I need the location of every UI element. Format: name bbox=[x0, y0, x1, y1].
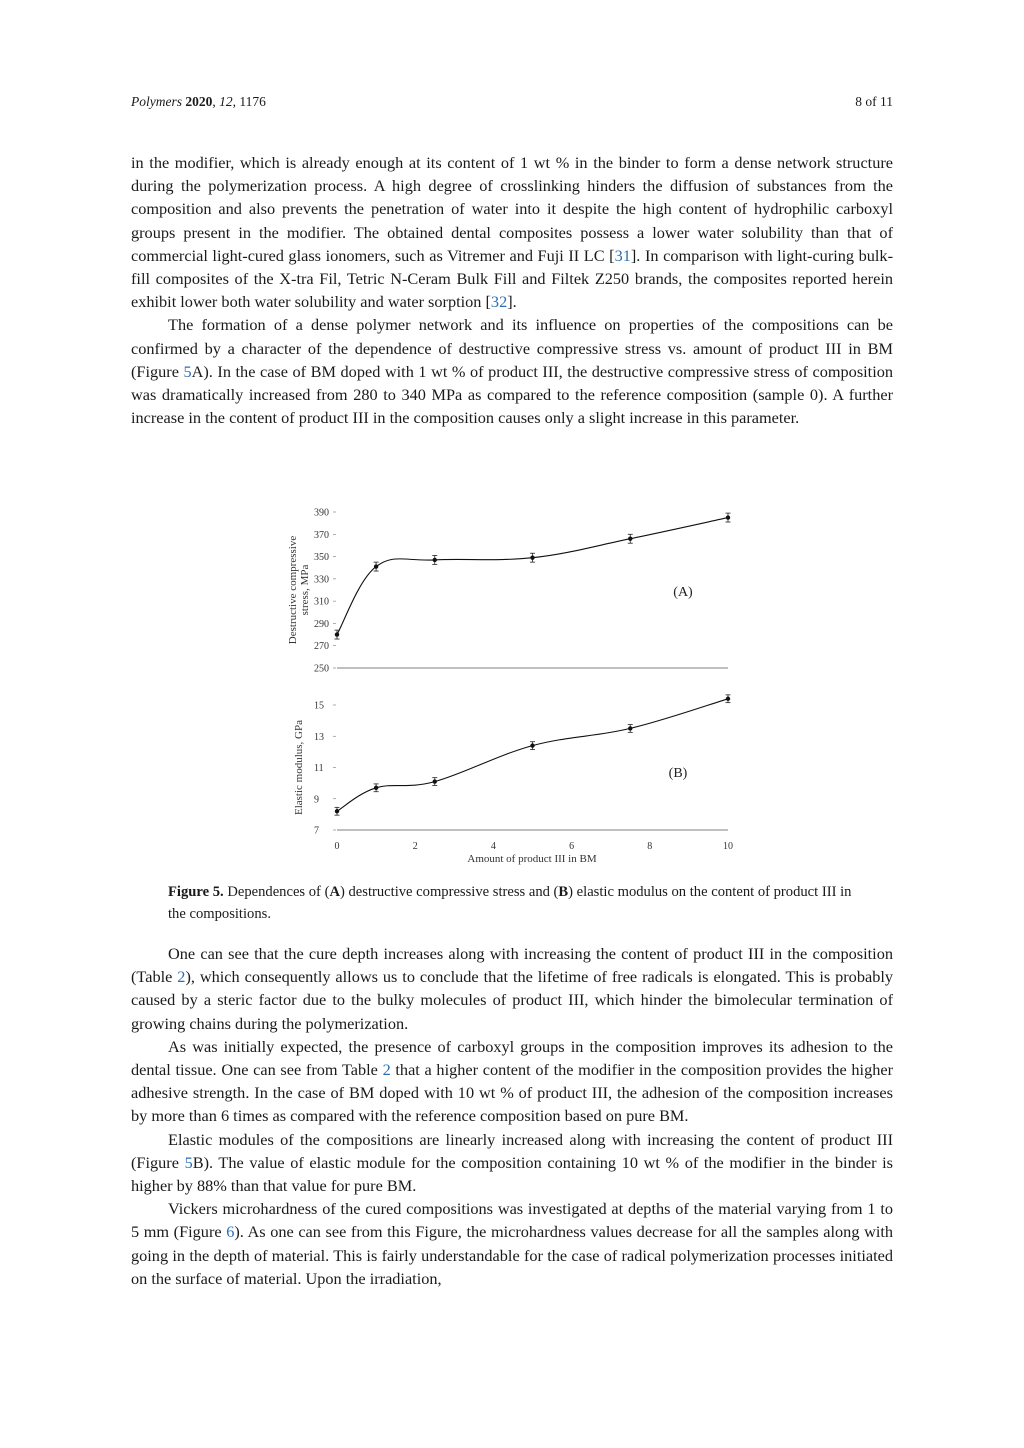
article-number: 1176 bbox=[239, 94, 266, 109]
y-tick-label: 270 bbox=[314, 641, 329, 653]
journal-year: 2020 bbox=[185, 94, 213, 109]
reference-link[interactable]: 2 bbox=[177, 967, 186, 987]
reference-link[interactable]: 6 bbox=[226, 1222, 235, 1242]
series-line bbox=[337, 699, 728, 811]
text-run: in the modifier, which is already enough at its content of 1 wt % in the binder to form a dense network structure during the polymerization process. A high degree of crosslinking hinders the diffusion of substances from the composition and also prevents the penetration of water into it despite the high content of hydrophilic carboxyl groups present in the modifier. The obtained dental composites possess a lower water solubility than that of commercial light-cured glass ionomers, such as Vitremer and Fuji II LC [ bbox=[131, 153, 893, 265]
data-point bbox=[726, 697, 730, 701]
data-point bbox=[628, 726, 632, 730]
figure-caption bbox=[168, 881, 868, 925]
text-run: A). In the case of BM doped with 1 wt % of product III, the destructive compressive stress of composition was dramatically increased from 280 to 340 MPa as compared to the reference composition (sample 0). A further increase in the content of product III in the composition causes only a slight increase in this parameter. bbox=[131, 361, 894, 428]
y-axis-label: stress, MPa bbox=[299, 564, 311, 616]
text-run: B). The value of elastic module for the composition containing 10 wt % of the modifier in the binder is higher by 88% than that value for pure BM. bbox=[131, 1152, 893, 1196]
paragraph bbox=[131, 1197, 893, 1290]
reference-link[interactable]: 2 bbox=[382, 1060, 391, 1080]
journal-name: Polymers bbox=[131, 94, 182, 109]
text-run: Elastic modules of the compositions are linearly increased along with increasing the content of product III (Figure bbox=[131, 1129, 893, 1172]
reference-link[interactable]: 32 bbox=[490, 292, 508, 312]
data-point bbox=[726, 515, 730, 519]
panel-label: (B) bbox=[668, 766, 688, 781]
text-run: One can see that the cure depth increases along with increasing the content of product III in the composition (Table bbox=[131, 944, 893, 987]
paragraph bbox=[131, 313, 893, 429]
paragraph bbox=[131, 151, 893, 313]
figure-5-chart bbox=[280, 500, 740, 872]
y-tick-label: 9 bbox=[314, 794, 319, 806]
x-tick-label: 2 bbox=[412, 841, 418, 852]
y-tick-label: 250 bbox=[314, 663, 329, 675]
text-run: ). As one can see from this Figure, the microhardness values decrease for all the samples along with going in the depth of material. This is fairly understandable for the case of radical polymerization processes initiated on the surface of material. Upon the irradiation, bbox=[131, 1222, 894, 1288]
y-tick-label: 350 bbox=[314, 552, 329, 564]
y-tick-label: 310 bbox=[314, 596, 329, 608]
x-tick-label: 4 bbox=[490, 841, 496, 852]
caption-run: B bbox=[558, 884, 569, 900]
reference-link[interactable]: 31 bbox=[614, 245, 631, 265]
text-run: that a higher content of the modifier in the composition provides the higher adhesive strength. In the case of BM doped with 10 wt % of product III, the adhesion of the composition increases by more than 6 times as compared with the reference composition based on pure BM. bbox=[131, 1060, 893, 1126]
paragraph bbox=[131, 942, 893, 1035]
body-text-bottom bbox=[131, 942, 893, 1290]
paragraph bbox=[131, 1128, 893, 1198]
data-point bbox=[433, 779, 437, 783]
y-tick-label: 330 bbox=[314, 574, 329, 586]
caption-run: ) elastic modulus on the content of product III in the compositions. bbox=[168, 884, 852, 922]
text-run: ), which consequently allows us to conclude that the lifetime of free radicals is elongated. This is probably caused by a steric factor due to the bulky molecules of product III, which hinder the bimolecular termination of growing chains during the polymerization. bbox=[131, 967, 893, 1033]
data-point bbox=[530, 743, 534, 747]
y-axis-label: Elastic modulus, GPa bbox=[293, 719, 305, 816]
y-tick-label: 390 bbox=[314, 507, 329, 519]
panel-label: (A) bbox=[673, 585, 693, 600]
paragraph bbox=[131, 1035, 893, 1128]
x-tick-label: 8 bbox=[647, 841, 653, 852]
caption-run: ) destructive compressive stress and ( bbox=[339, 884, 559, 900]
caption-run: Dependences of ( bbox=[223, 884, 330, 900]
data-point bbox=[335, 809, 339, 813]
data-point bbox=[335, 632, 339, 636]
x-tick-label: 6 bbox=[569, 841, 575, 852]
y-tick-label: 290 bbox=[314, 618, 329, 630]
caption-run: A bbox=[329, 884, 340, 900]
caption-text bbox=[168, 884, 851, 922]
text-run: As was initially expected, the presence of carboxyl groups in the composition improves its adhesion to the dental tissue. One can see from Table bbox=[131, 1036, 893, 1080]
y-tick-label: 15 bbox=[314, 700, 324, 712]
figure-5 bbox=[280, 500, 740, 872]
caption-label: Figure 5. bbox=[168, 884, 224, 900]
x-tick-label: 10 bbox=[723, 841, 733, 852]
x-tick-label: 0 bbox=[334, 841, 340, 852]
y-tick-label: 13 bbox=[314, 731, 324, 743]
y-tick-label: 7 bbox=[314, 825, 319, 837]
data-point bbox=[374, 786, 378, 790]
text-run: The formation of a dense polymer network and its influence on properties of the compositions can be confirmed by a character of the dependence of destructive compressive stress vs. amount of product III in BM (Figure bbox=[131, 315, 893, 381]
y-tick-label: 11 bbox=[314, 763, 324, 774]
journal-volume: 12 bbox=[219, 94, 233, 109]
text-run: ]. bbox=[507, 292, 517, 312]
journal-citation: Polymers 2020, 12, 1176 bbox=[131, 94, 266, 109]
page-header bbox=[131, 94, 893, 114]
data-point bbox=[530, 555, 534, 559]
data-point bbox=[374, 564, 378, 568]
series-line bbox=[337, 518, 728, 635]
y-tick-label: 370 bbox=[314, 529, 329, 541]
body-text-top bbox=[131, 151, 893, 429]
reference-link[interactable]: 5 bbox=[184, 1152, 193, 1172]
x-axis-label: Amount of product III in BM bbox=[467, 853, 597, 865]
text-run: ]. In comparison with light-curing bulk-fill composites of the X-tra Fil, Tetric N-Ceram Bulk Fill and Filtek Z250 brands, the composites reported herein exhibit lower both water solubility and water sorption [ bbox=[131, 245, 893, 312]
y-axis-label: Destructive compressive bbox=[287, 535, 299, 645]
data-point bbox=[433, 558, 437, 562]
reference-link[interactable]: 5 bbox=[183, 361, 192, 381]
page-number: 8 of 11 bbox=[855, 94, 893, 109]
text-run: Vickers microhardness of the cured compositions was investigated at depths of the material varying from 1 to 5 mm (Figure bbox=[131, 1199, 893, 1242]
data-point bbox=[628, 537, 632, 541]
